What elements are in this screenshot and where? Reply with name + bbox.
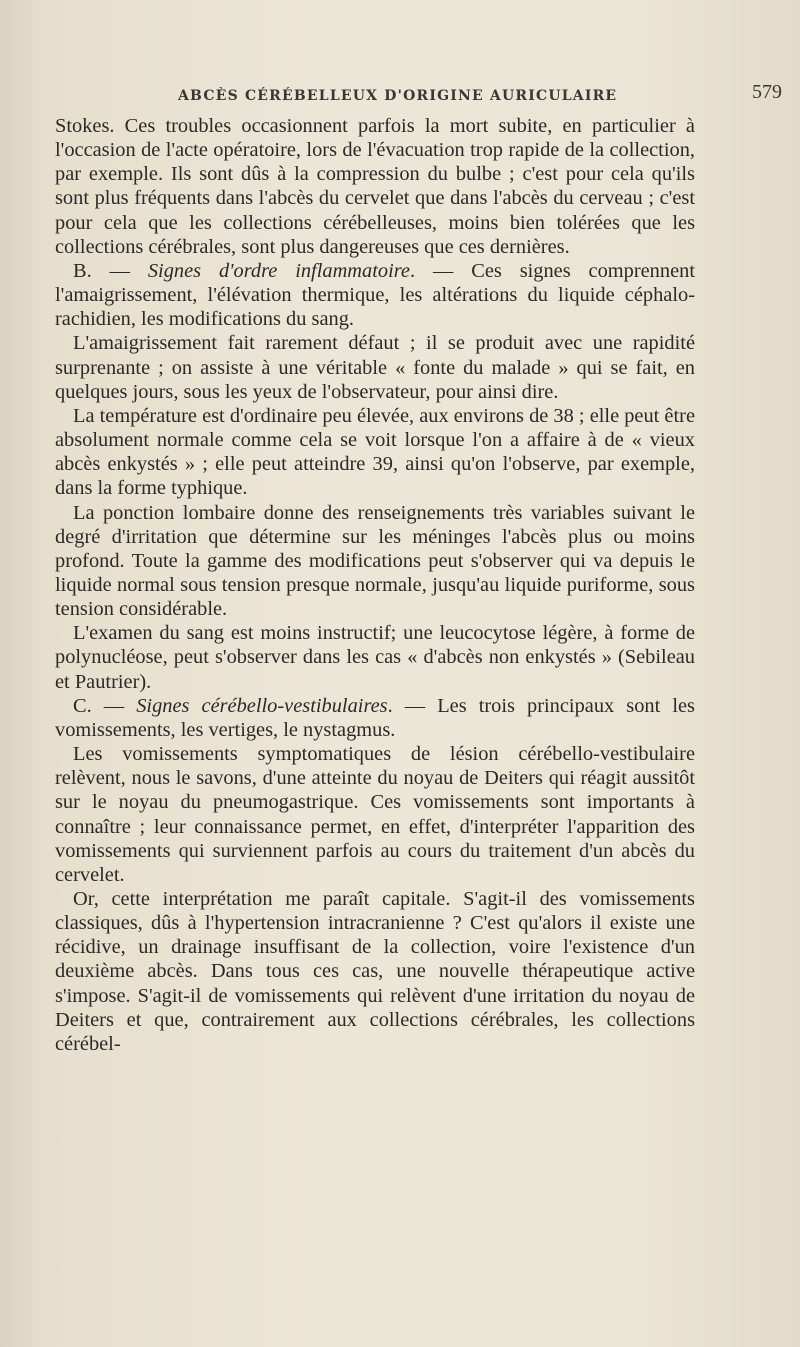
paragraph-text: . — Ces signes comprennent l'amaigrissement, l'élévation thermique, les altérations du liquide céphalo-rachidien, les modifications du sang.	[55, 259, 695, 331]
paragraph: La température est d'ordinaire peu élevée, aux environs de 38 ; elle peut être absolument normale comme cela se voit lorsque l'on a affaire à de « vieux abcès enkystés » ; elle peut atteindre 39, ainsi qu'on l'observe, par exemple, dans la forme typhique.	[55, 404, 695, 500]
running-title: ABCÈS CÉRÉBELLEUX D'ORIGINE AURICULAIRE	[178, 88, 618, 104]
section-heading: Signes d'ordre inflammatoire	[147, 259, 410, 282]
paragraph-section-b	[55, 259, 695, 331]
paragraph-text: . — Les trois principaux sont les vomissements, les vertiges, le nystagmus.	[55, 694, 695, 741]
paragraph: Stokes. Ces troubles occasionnent parfois la mort subite, en particulier à l'occasion de l'acte opératoire, lors de l'évacuation trop rapide de la collection, par exemple. Ils sont dûs à la compression du bulbe ; c'est pour cela qu'ils sont plus fréquents dans l'abcès du cervelet que dans l'abcès du cerveau ; c'est pour cela que les collections cérébelleuses, moins bien tolérées que les collections cérébrales, sont plus dangereuses que ces dernières.	[55, 115, 695, 258]
paragraph-section-c	[55, 694, 695, 742]
paragraph: La ponction lombaire donne des renseignements très variables suivant le degré d'irritation que détermine sur les méninges l'abcès plus ou moins profond. Toute la gamme des modifications peut s'observer qui va depuis le liquide normal sous tension presque normale, jusqu'au liquide puriforme, sous tension considérable.	[55, 501, 695, 621]
section-lead: B. —	[73, 259, 148, 282]
paragraph: Les vomissements symptomatiques de lésion cérébello-vestibulaire relèvent, nous le savons, d'une atteinte du noyau de Deiters qui réagit aussitôt sur le noyau du pneumogastrique. Ces vomissements sont importants à connaître ; leur connaissance permet, en effet, d'interpréter l'apparition des vomissements qui surviennent parfois au cours du traitement d'un abcès du cervelet.	[55, 743, 695, 886]
page-number: 579	[752, 81, 782, 103]
body-text	[55, 114, 695, 1056]
section-heading: Signes cérébello-vestibulaires	[136, 694, 388, 717]
paragraph: Or, cette interprétation me paraît capitale. S'agit-il des vomissements classiques, dûs à l'hypertension intracranienne ? C'est qu'alors il existe une récidive, un drainage insuffisant de la collection, voire l'existence d'un deuxième abcès. Dans tous ces cas, une nouvelle thérapeutique active s'impose. S'agit-il de vomissements qui relèvent d'une irritation du noyau de Deiters et que, contrairement aux collections cérébrales, les collections cérébel-	[55, 888, 695, 1055]
paragraph: L'amaigrissement fait rarement défaut ; il se produit avec une rapidité surprenante ; on assiste à une véritable « fonte du malade » qui se fait, en quelques jours, sous les yeux de l'observateur, pour ainsi dire.	[55, 332, 695, 403]
section-lead: C. —	[73, 694, 137, 717]
paragraph: L'examen du sang est moins instructif; une leucocytose légère, à forme de polynucléose, peut s'observer dans les cas « d'abcès non enkystés » (Sebileau et Pautrier).	[55, 622, 695, 693]
